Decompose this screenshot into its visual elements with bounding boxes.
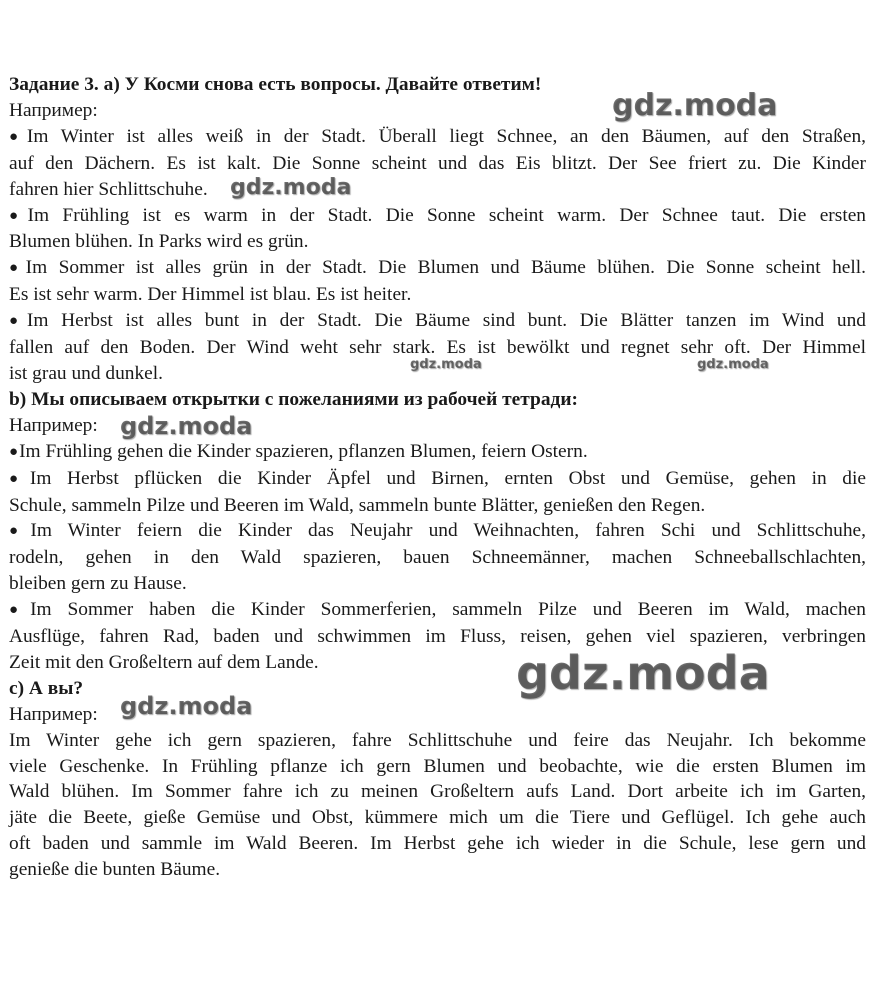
text-line: viele Geschenke. In Frühling pflanze ich gern Blumen und beobachte, wie die ersten Blumen im bbox=[9, 755, 866, 777]
text-line: bleiben gern zu Hause. bbox=[9, 573, 187, 595]
text-line: rodeln, gehen in den Wald spazieren, bauen Schneemänner, machen Schneeballschlachten, bbox=[9, 547, 866, 569]
bullet-icon: ● bbox=[9, 313, 26, 330]
example-label-c: Например: bbox=[9, 703, 98, 725]
text-line: jäte die Beete, gieße Gemüse und Obst, kümmere mich um die Tiere und Geflügel. Ich gehe auch bbox=[9, 807, 866, 829]
text-line: ●Im Frühling ist es warm in der Stadt. Die Sonne scheint warm. Der Schnee taut. Die ersten bbox=[9, 204, 867, 226]
text-line: Wald blühen. Im Sommer fahre ich zu meinen Großeltern aufs Land. Dort arbeite ich im Garten, bbox=[9, 781, 866, 803]
text-line: ●Im Herbst ist alles bunt in der Stadt. Die Bäume sind bunt. Die Blätter tanzen im Wind und bbox=[9, 310, 867, 332]
task-heading: Задание 3. а) У Косми снова есть вопросы. Давайте ответим! bbox=[9, 74, 542, 95]
watermark: gdz.moda bbox=[410, 357, 482, 372]
text-line: ist grau und dunkel. bbox=[9, 362, 164, 384]
text-line: auf den Dächern. Es ist kalt. Die Sonne scheint und das Eis blitzt. Der See friert zu. Die Kinder bbox=[9, 152, 866, 174]
text-line: ●Im Winter feiern die Kinder das Neujahr und Weihnachten, fahren Schi und Schlittschuhe, bbox=[9, 520, 867, 542]
section-b-heading: b) Мы описываем открытки с пожеланиями из рабочей тетради: bbox=[9, 388, 578, 410]
document-body bbox=[9, 72, 866, 883]
text-line: Im Winter gehe ich gern spazieren, fahre Schlittschuhe und feire das Neujahr. Ich bekomme bbox=[9, 729, 866, 751]
bullet-icon: ● bbox=[9, 260, 25, 277]
bullet-icon: ● bbox=[9, 602, 30, 619]
text-line: Es ist sehr warm. Der Himmel ist blau. Es ist heiter. bbox=[9, 284, 412, 306]
text-line: Ausflüge, fahren Rad, baden und schwimmen im Fluss, reisen, gehen viel spazieren, verbringen bbox=[9, 626, 866, 648]
text-line: Zeit mit den Großeltern auf dem Lande. bbox=[9, 651, 319, 673]
bullet-icon: ● bbox=[9, 207, 27, 224]
text-line: oft baden und sammle im Wald Beeren. Im Herbst gehe ich wieder in die Schule, lese gern und bbox=[9, 833, 866, 855]
example-label-b: Например: bbox=[9, 414, 98, 436]
text-line: fahren hier Schlittschuhe. bbox=[9, 178, 208, 200]
text-line: genieße die bunten Bäume. bbox=[9, 859, 221, 881]
text-line: fallen auf den Boden. Der Wind weht sehr stark. Es ist bewölkt und regnet sehr oft. Der Himmel bbox=[9, 337, 866, 359]
text-line: ●Im Winter ist alles weiß in der Stadt. Überall liegt Schnee, an den Bäumen, auf den Straßen, bbox=[9, 125, 866, 147]
bullet-icon: ● bbox=[9, 523, 30, 540]
watermark: gdz.moda bbox=[120, 692, 253, 720]
text-line: Blumen blühen. In Parks wird es grün. bbox=[9, 231, 309, 253]
watermark: gdz.moda bbox=[230, 175, 352, 200]
watermark: gdz.moda bbox=[697, 357, 769, 372]
text-line: ●Im Sommer haben die Kinder Sommerferien, sammeln Pilze und Beeren im Wald, machen bbox=[9, 599, 866, 621]
watermark: gdz.moda bbox=[516, 646, 770, 700]
bullet-icon: ● bbox=[9, 470, 29, 487]
bullet-icon: ● bbox=[9, 128, 26, 145]
text-line: Schule, sammeln Pilze und Beeren im Wald, sammeln bunte Blätter, genießen den Regen. bbox=[9, 494, 706, 516]
text-line: ●Im Frühling gehen die Kinder spazieren, pflanzen Blumen, feiern Ostern. bbox=[9, 440, 588, 462]
section-c-heading: c) А вы? bbox=[9, 677, 84, 699]
watermark: gdz.moda bbox=[612, 88, 778, 123]
example-label-a: Например: bbox=[9, 99, 98, 121]
watermark: gdz.moda bbox=[120, 412, 253, 440]
text-line: ●Im Herbst pflücken die Kinder Äpfel und Birnen, ernten Obst und Gemüse, gehen in die bbox=[9, 467, 866, 489]
bullet-icon: ● bbox=[9, 443, 19, 460]
text-line: ●Im Sommer ist alles grün in der Stadt. Die Blumen und Bäume blühen. Die Sonne scheint hell. bbox=[9, 257, 866, 279]
